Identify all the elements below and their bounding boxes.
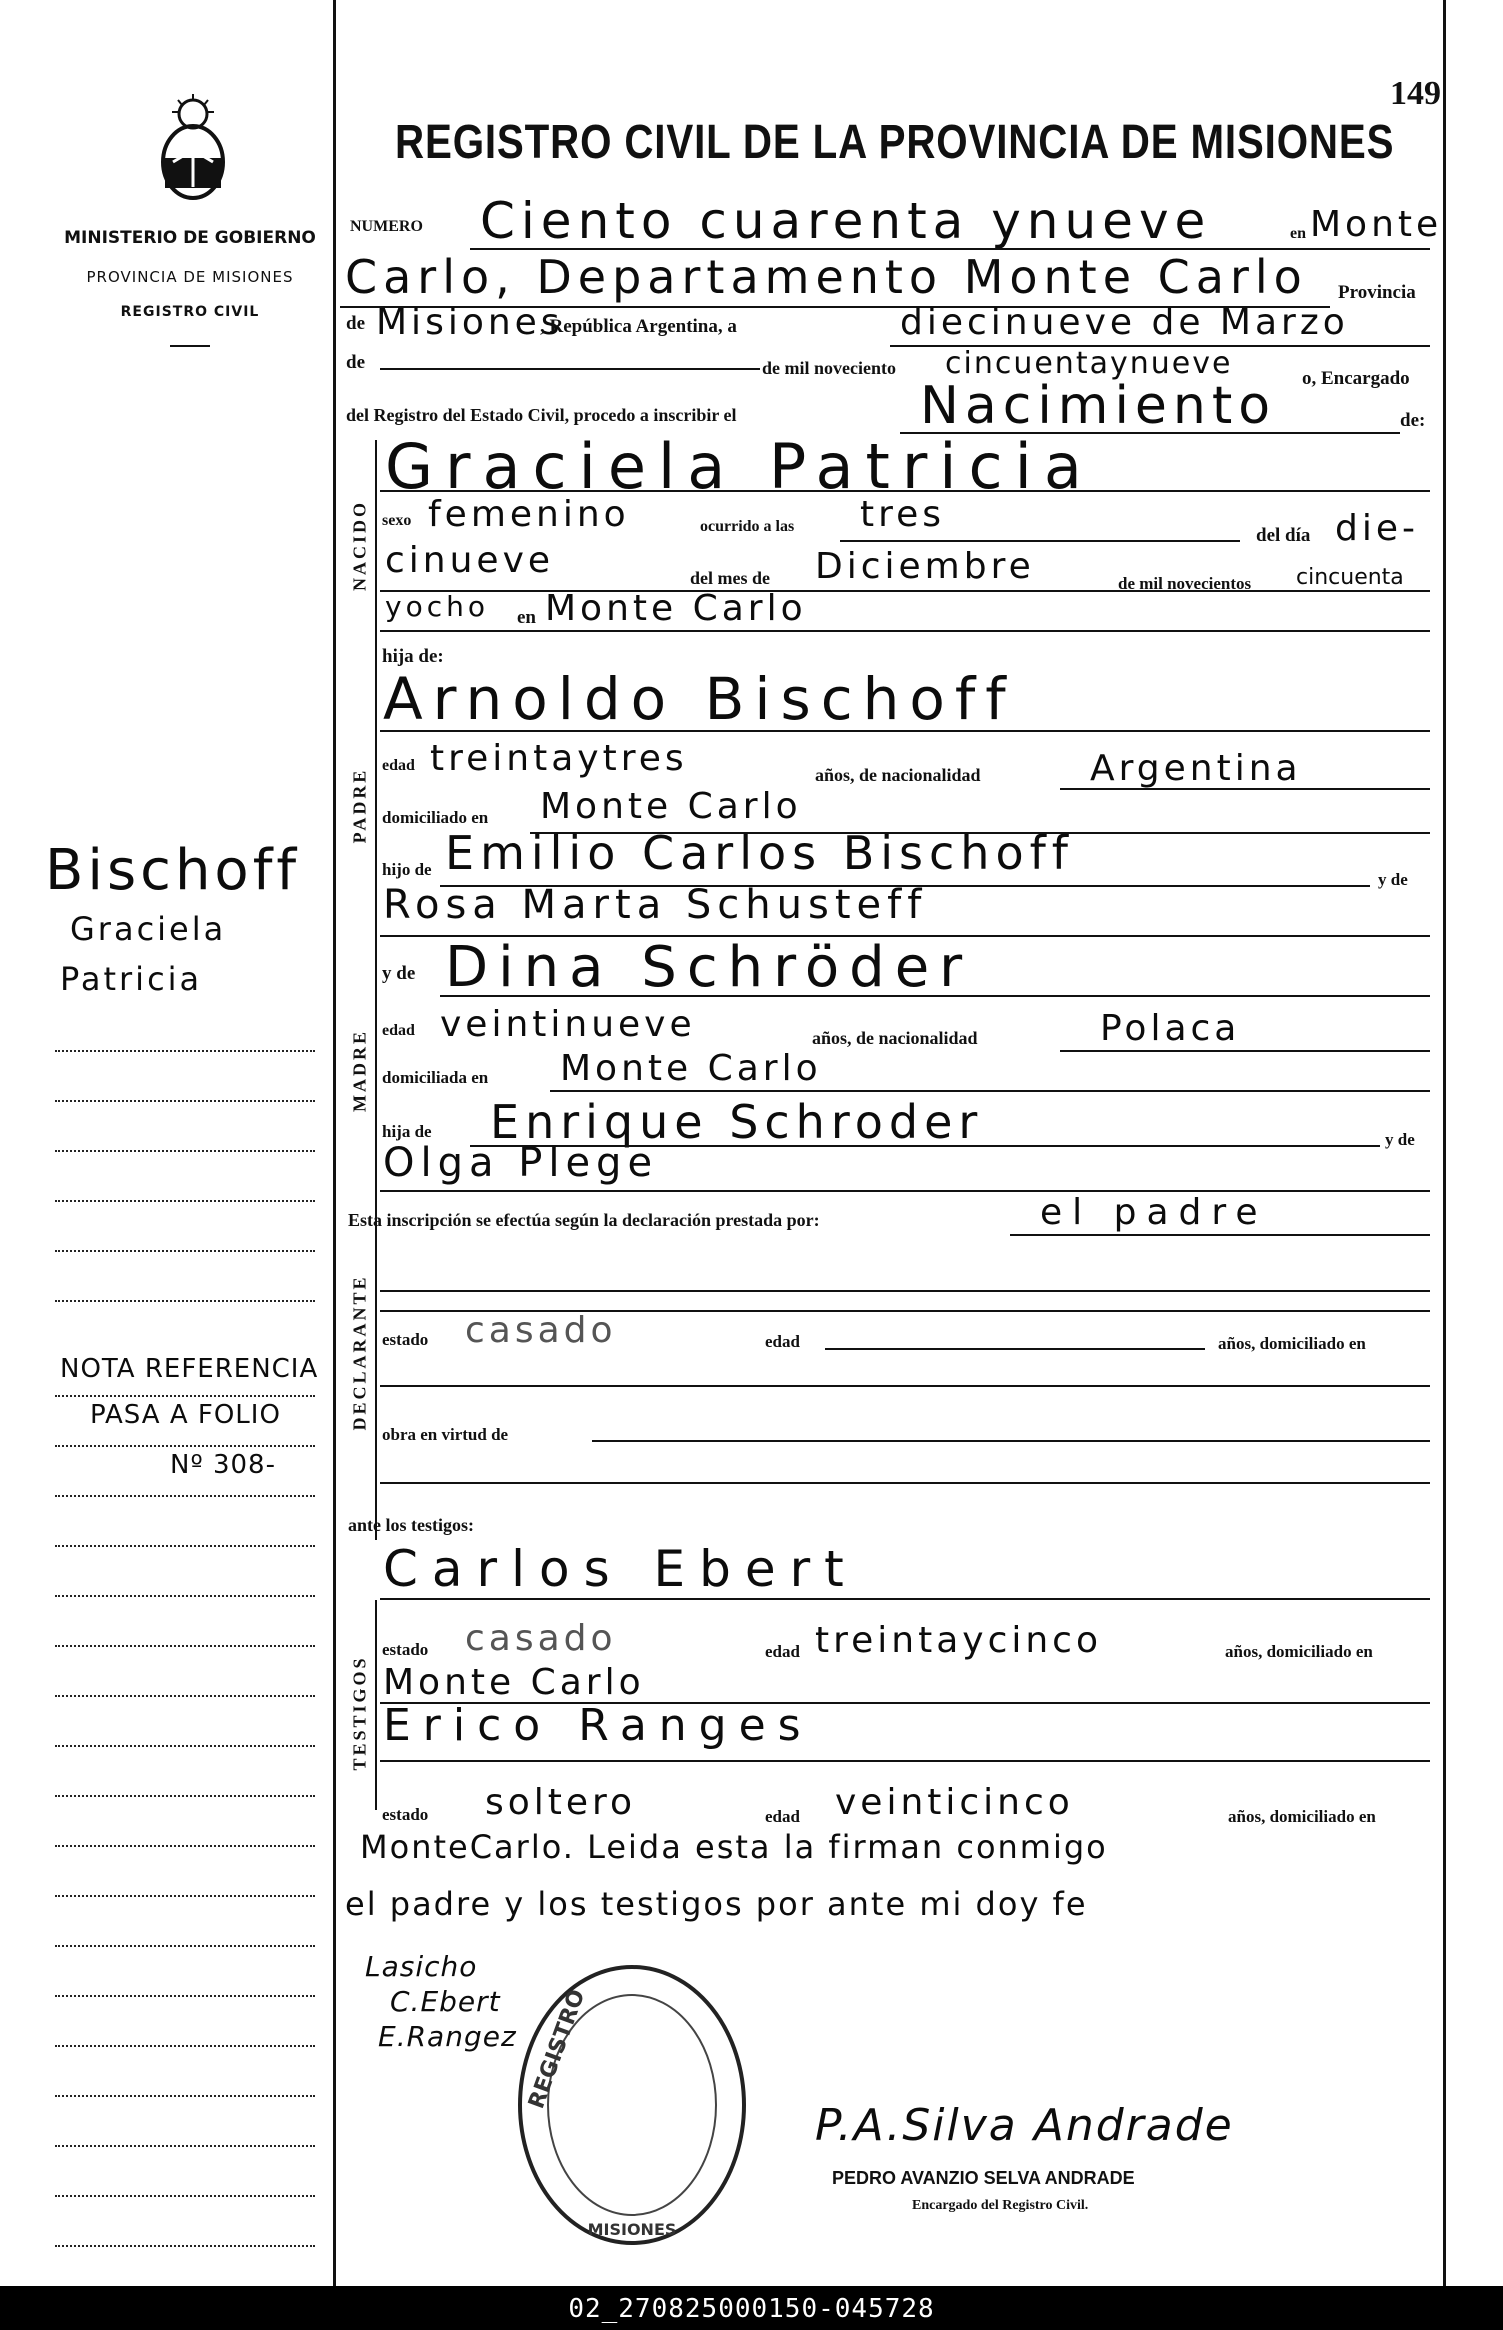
- t2-edad-value: veinticinco: [835, 1782, 1074, 1823]
- madre-hija-de-label: hija de: [382, 1122, 432, 1141]
- signature-2: C.Ebert: [390, 1985, 501, 2018]
- margin-line: [55, 1795, 315, 1797]
- document-id: 02_270825000150-045728: [568, 2294, 935, 2324]
- left-border: [333, 0, 336, 2286]
- margin-line: [55, 1200, 315, 1202]
- signature-1: Lasicho: [365, 1950, 478, 1983]
- dia-value-1: die-: [1335, 508, 1419, 549]
- line: [380, 590, 1430, 592]
- madre-domiciliada-label: domiciliada en: [382, 1068, 489, 1087]
- decl-estado-value: casado: [465, 1310, 617, 1351]
- lugar-value-2: Carlo, Departamento Monte Carlo: [345, 250, 1308, 304]
- padre-y-de-label: y de: [1378, 870, 1408, 889]
- signature-3: E.Rangez: [378, 2020, 517, 2053]
- svg-text:MISIONES: MISIONES: [587, 2220, 677, 2239]
- section-column-line: [375, 440, 377, 1540]
- margin-apellido: Bischoff: [45, 838, 301, 903]
- section-nacido: NACIDO: [349, 500, 370, 592]
- abuelo-p-value: Emilio Carlos Bischoff: [445, 826, 1074, 880]
- ante-testigos-label: ante los testigos:: [348, 1515, 474, 1535]
- madre-y-de2-label: y de: [1385, 1130, 1415, 1149]
- hija-de-label: hija de:: [382, 646, 444, 667]
- t1-edad-label: edad: [765, 1642, 800, 1661]
- line: [550, 1090, 1430, 1092]
- ocurrido-label: ocurrido a las: [700, 518, 795, 535]
- section-declarante: DECLARANTE: [349, 1274, 370, 1431]
- hora-value: tres: [860, 494, 946, 535]
- padre-nac-value: Argentina: [1090, 748, 1302, 789]
- line: [380, 1385, 1430, 1387]
- lugar-nac-value: Monte Carlo: [545, 588, 807, 629]
- provincia-value: Misiones: [376, 302, 564, 343]
- margin-line: [55, 2045, 315, 2047]
- official-title: Encargado del Registro Civil.: [912, 2198, 1089, 2213]
- fecha-inscripcion-value: diecinueve de Marzo: [900, 302, 1349, 343]
- margin-line: [55, 2245, 315, 2247]
- margin-line: [55, 1250, 315, 1252]
- line: [380, 1760, 1430, 1762]
- t1-anos-label: años, domiciliado en: [1225, 1642, 1373, 1661]
- registro-label: del Registro del Estado Civil, procedo a inscribir el: [346, 405, 737, 425]
- line: [1060, 1050, 1430, 1052]
- abuelo-m-value: Enrique Schroder: [490, 1095, 984, 1149]
- t2-anos-label: años, domiciliado en: [1228, 1807, 1376, 1826]
- en-label: en: [1290, 225, 1306, 242]
- republica-label: , República Argentina, a: [540, 316, 737, 337]
- madre-domicilio-value: Monte Carlo: [560, 1048, 822, 1089]
- tipo-value: Nacimiento: [920, 376, 1277, 436]
- header-rule: [170, 345, 210, 347]
- margin-line: [55, 2195, 315, 2197]
- line: [380, 730, 1430, 732]
- abuela-m-value: Olga Plege: [383, 1140, 659, 1186]
- padre-domiciliado-label: domiciliado en: [382, 808, 489, 827]
- en2-label: en: [517, 607, 536, 628]
- mil-novecientos2-label: de mil novecientos: [1118, 574, 1252, 593]
- t2-edad-label: edad: [765, 1807, 800, 1826]
- padre-domicilio-value: Monte Carlo: [540, 786, 802, 827]
- margin-line: [55, 1845, 315, 1847]
- de2-label: de: [346, 352, 365, 373]
- lugar-value-1: Monte: [1310, 204, 1443, 245]
- line: [592, 1440, 1430, 1442]
- decl-estado-label: estado: [382, 1330, 429, 1349]
- line: [380, 368, 760, 370]
- margin-line: [55, 1995, 315, 1997]
- numero-value: Ciento cuarenta ynueve: [480, 192, 1212, 250]
- right-border: [1443, 0, 1446, 2286]
- obra-label: obra en virtud de: [382, 1425, 509, 1444]
- madre-anos-label: años, de nacionalidad: [812, 1028, 978, 1048]
- testigo2-value: Erico Ranges: [383, 1700, 813, 1751]
- line: [380, 1598, 1430, 1600]
- t2-estado-value: soltero: [485, 1782, 637, 1823]
- nombre-value: Graciela Patricia: [385, 430, 1094, 503]
- margin-nota-3: Nº 308-: [170, 1450, 276, 1480]
- margin-line: [55, 1745, 315, 1747]
- margin-line: [55, 1050, 315, 1052]
- registry-stamp: [512, 1960, 752, 2250]
- padre-hijo-de-label: hijo de: [382, 860, 432, 879]
- padre-anos-label: años, de nacionalidad: [815, 765, 981, 785]
- sexo-value: femenino: [428, 494, 630, 535]
- dia-value-2: cinueve: [385, 540, 555, 581]
- provincia-label: Provincia: [1338, 282, 1416, 303]
- section-testigos: TESTIGOS: [349, 1655, 370, 1771]
- decl-anos-label: años, domiciliado en: [1218, 1334, 1366, 1353]
- decl-edad-label: edad: [765, 1332, 800, 1351]
- line: [825, 1348, 1205, 1350]
- section-madre: MADRE: [349, 1029, 370, 1112]
- margin-line: [55, 1100, 315, 1102]
- margin-line: [55, 1645, 315, 1647]
- declarante-value: el padre: [1040, 1192, 1268, 1233]
- del-mes-label: del mes de: [690, 568, 770, 588]
- line: [380, 1290, 1430, 1292]
- ministry-name: MINISTERIO DE GOBIERNO: [64, 228, 316, 248]
- line: [1010, 1234, 1430, 1236]
- margin-line: [55, 1595, 315, 1597]
- line: [380, 1482, 1430, 1484]
- svg-text:REGISTRO: REGISTRO: [524, 1986, 591, 2113]
- madre-nombre-value: Dina Schröder: [445, 935, 973, 1000]
- line: [440, 995, 1430, 997]
- anio-nac-value-2: yocho: [385, 590, 489, 623]
- t1-domicilio-value: Monte Carlo: [383, 1662, 645, 1703]
- de-label: de: [346, 313, 365, 334]
- margin-line: [55, 1300, 315, 1302]
- section-padre: PADRE: [349, 767, 370, 844]
- margin-line: [55, 1895, 315, 1897]
- encargado-label: o, Encargado: [1302, 368, 1410, 389]
- testigo1-value: Carlos Ebert: [383, 1540, 858, 1598]
- sexo-label: sexo: [382, 512, 412, 529]
- anio-nac-value-1: cincuenta: [1296, 565, 1404, 590]
- t2-domicilio-value: MonteCarlo. Leida esta la firman conmigo: [360, 1828, 1108, 1866]
- margin-line: [55, 1945, 315, 1947]
- margin-line: [55, 1695, 315, 1697]
- page-number: 149: [1390, 75, 1441, 112]
- line: [380, 630, 1430, 632]
- anio-value: cincuentaynueve: [945, 346, 1233, 381]
- margin-line: [55, 1150, 315, 1152]
- t1-estado-value: casado: [465, 1618, 617, 1659]
- padre-edad-value: treintaytres: [430, 738, 688, 779]
- registry-name: REGISTRO CIVIL: [120, 304, 260, 320]
- margin-line: [55, 1395, 315, 1397]
- coat-of-arms-emblem: [148, 92, 238, 202]
- madre-nac-value: Polaca: [1100, 1008, 1241, 1049]
- section-column-line-lower: [375, 1600, 377, 1810]
- official-name: PEDRO AVANZIO SELVA ANDRADE: [832, 2168, 1135, 2188]
- esta-inscripcion-label: Esta inscripción se efectúa según la declaración prestada por:: [348, 1210, 820, 1230]
- del-dia-label: del día: [1256, 525, 1311, 546]
- official-signature: P.A.Silva Andrade: [815, 2100, 1234, 2151]
- madre-edad-label: edad: [382, 1022, 415, 1039]
- margin-line: [55, 2095, 315, 2097]
- province-name: PROVINCIA DE MISIONES: [86, 268, 294, 286]
- de-colon-label: de:: [1400, 410, 1426, 431]
- madre-edad-value: veintinueve: [440, 1004, 696, 1045]
- margin-nombre-2: Patricia: [60, 960, 203, 998]
- mes-value: Diciembre: [815, 546, 1035, 587]
- padre-nombre-value: Arnoldo Bischoff: [383, 665, 1016, 733]
- margin-line: [55, 2145, 315, 2147]
- margin-line: [55, 1445, 315, 1447]
- margin-nota-2: PASA A FOLIO: [90, 1400, 281, 1430]
- margin-nota-1: NOTA REFERENCIA: [60, 1354, 319, 1384]
- line: [380, 1190, 1430, 1192]
- cierre-value: el padre y los testigos por ante mi doy fe: [345, 1885, 1088, 1923]
- t2-estado-label: estado: [382, 1805, 429, 1824]
- line: [1060, 788, 1430, 790]
- margin-line: [55, 1495, 315, 1497]
- line: [840, 540, 1240, 542]
- mil-novecientos-label: de mil noveciento: [762, 358, 896, 378]
- abuela-p-value: Rosa Marta Schusteff: [383, 882, 928, 928]
- margin-nombre-1: Graciela: [70, 910, 227, 948]
- page-title: REGISTRO CIVIL DE LA PROVINCIA DE MISIONES: [395, 116, 1395, 169]
- margin-line: [55, 1545, 315, 1547]
- padre-edad-label: edad: [382, 757, 415, 774]
- line: [380, 490, 1430, 492]
- numero-label: NUMERO: [350, 218, 423, 235]
- madre-y-de-label: y de: [382, 963, 416, 984]
- t1-estado-label: estado: [382, 1640, 429, 1659]
- t1-edad-value: treintaycinco: [815, 1620, 1103, 1661]
